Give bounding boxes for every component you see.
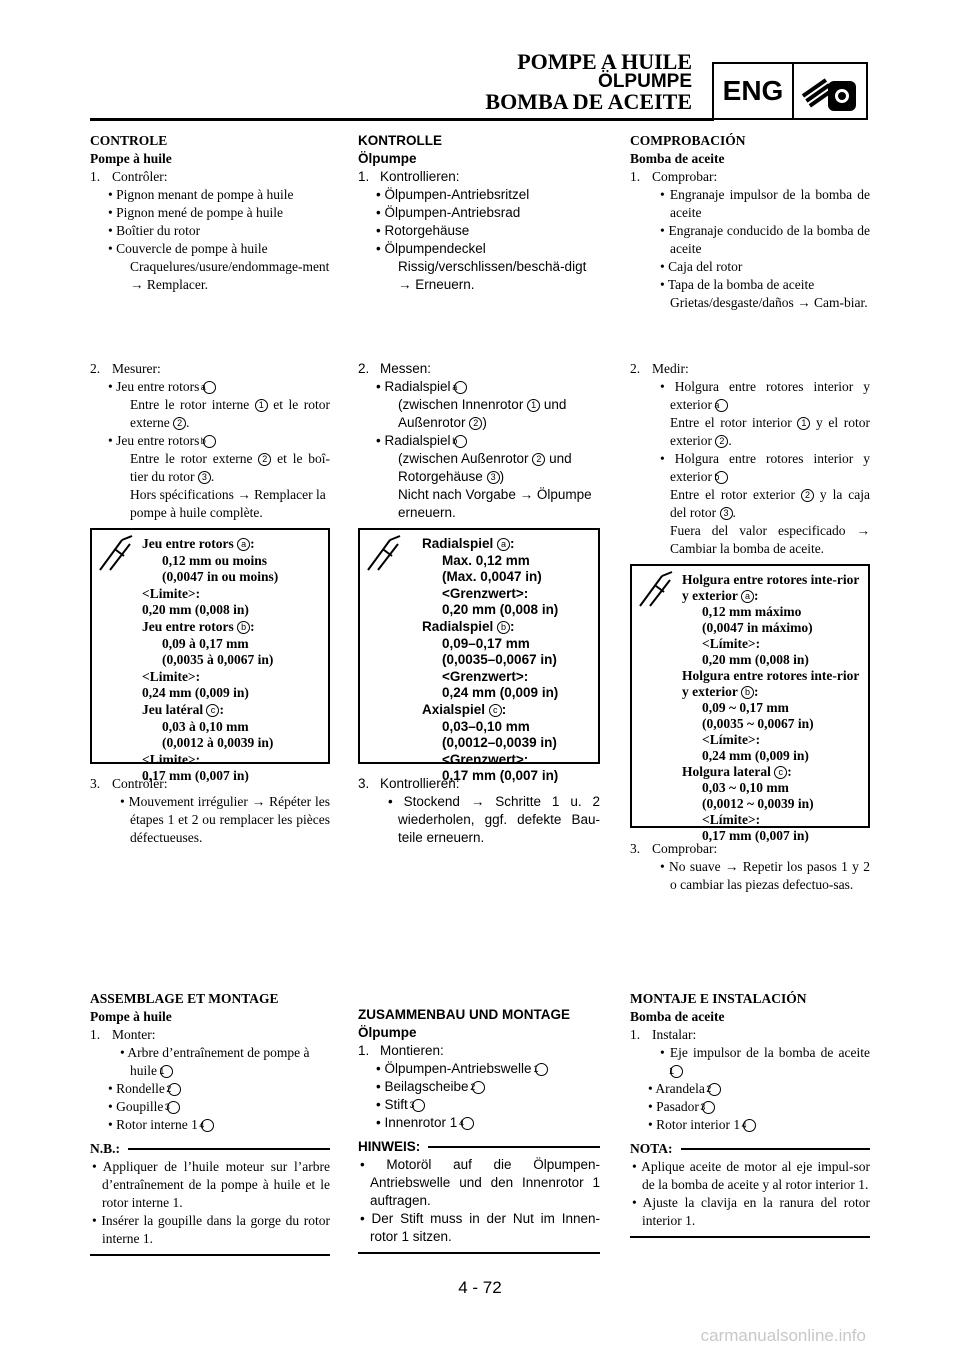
fr-check-result: Craquelures/usure/endommage-ment → Remplacer. <box>130 259 330 292</box>
es-spec-a-limit: 0,20 mm (0,008 in) <box>702 652 809 667</box>
fr-spec-a-value-in: (0,0047 in ou moins) <box>162 569 279 585</box>
de-measure-b-desc: (zwischen Außenrotor 2 und Rotorgehäuse 3 ) <box>398 451 572 484</box>
de-spec-b-value: 0,09–0,17 mm <box>442 635 530 651</box>
de-spec-a-title: Radialspiel a : <box>422 536 515 551</box>
fr-spec-b-limit: 0,24 mm (0,009 in) <box>142 685 249 701</box>
es-spec-a-limit-label: <Límite>: <box>702 636 761 651</box>
de-spec-b-title: Radialspiel b : <box>422 618 515 634</box>
de-spec-b-value-in: (0,0035–0,0067 in) <box>442 652 557 668</box>
de-assy-item: • Ölpumpen-Antriebswelle 1 <box>358 1060 600 1078</box>
header-rule <box>90 118 714 121</box>
fr-spec-c-limit-label: <Limite>: <box>142 751 201 767</box>
de-spec-c-limit: 0,17 mm (0,007 in) <box>442 768 559 784</box>
de-check-step: 1. Kontrollieren: <box>358 169 460 184</box>
fr-check-subtitle: Pompe à huile <box>90 151 172 166</box>
title-spanish: BOMBA DE ACEITE <box>485 89 692 114</box>
caliper-icon <box>632 566 682 826</box>
fr-spec-c-title: Jeu latéral c : <box>142 701 224 717</box>
de-spec-b-limit-label: <Grenzwert>: <box>442 668 529 684</box>
es-check2-section <box>630 840 870 894</box>
de-check2-item: • Stockend → Schritte 1 u. 2 wiederholen, ggf. defekte Bau-teile erneuern. <box>388 794 600 845</box>
es-measure-b-desc: Entre el rotor exterior 2 y la caja del rotor 3 . <box>670 487 870 520</box>
fr-note-end-rule <box>90 1254 330 1256</box>
title-french: POMPE A HUILE <box>517 49 692 74</box>
es-note-item: • Aplique aceite de motor al eje impul-sor de la bomba de aceite y al rotor interior 1. <box>632 1159 870 1192</box>
de-check2-section <box>358 775 600 847</box>
fr-check-item: • Couvercle de pompe à huile <box>108 241 268 256</box>
es-spec-c-value: 0,03 ~ 0,10 mm <box>702 780 789 795</box>
es-assy-step: 1. Instalar: <box>630 1027 697 1042</box>
fr-measure-out: Hors spécifications → Remplacer la pompe à huile complète. <box>130 487 326 520</box>
de-measure-out: Nicht nach Vorgabe → Ölpumpe erneuern. <box>398 487 592 520</box>
es-spec-c-title: Holgura lateral c : <box>682 764 792 779</box>
de-spec-a-limit-label: <Grenzwert>: <box>442 585 529 601</box>
fr-measure-b-desc: Entre le rotor externe 2 et le boî-tier du rotor 3 . <box>130 451 331 484</box>
eng-label: ENG <box>714 64 794 118</box>
fr-note-item: • Appliquer de l’huile moteur sur l’arbre d’entraînement de la pompe à huile et le rotor interne 1. <box>92 1159 330 1210</box>
es-assy-title: MONTAJE E INSTALACIÓN <box>630 991 807 1006</box>
es-spec-c-value-in: (0,0012 ~ 0,0039 in) <box>702 796 814 811</box>
de-check-subtitle: Ölpumpe <box>358 151 417 166</box>
de-spec-a-value-in: (Max. 0,0047 in) <box>442 569 542 585</box>
fr-check-step: 1. Contrôler: <box>90 169 168 184</box>
fr-spec-b-value: 0,09 à 0,17 mm <box>162 635 249 651</box>
es-spec-a-value-in: (0,0047 in máximo) <box>702 620 813 635</box>
es-assy-item: • Rotor interior 1 4 <box>630 1116 870 1134</box>
es-measure-b: • Holgura entre rotores interior y exterior b <box>660 451 870 484</box>
de-assy-item: • Stift 3 <box>358 1096 600 1114</box>
fr-check2-step: 3. Contrôler: <box>90 776 168 791</box>
fr-spec-a-value: 0,12 mm ou moins <box>162 552 268 568</box>
fr-check-item: • Boîtier du rotor <box>108 223 201 238</box>
eng-section-tab <box>712 62 868 120</box>
fr-check-section <box>90 132 330 294</box>
es-spec-b-value: 0,09 ~ 0,17 mm <box>702 700 789 715</box>
fr-spec-a-title: Jeu entre rotors a : <box>142 536 255 551</box>
de-check-item: • Ölpumpen-Antriebsrad <box>376 205 521 220</box>
es-check-title: COMPROBACIÓN <box>630 133 746 148</box>
caliper-icon <box>360 530 410 762</box>
fr-check2-section <box>90 775 330 847</box>
fr-measure-a-desc: Entre le rotor interne 1 et le rotor externe 2 . <box>130 397 331 430</box>
es-check2-item: • No suave → Repetir los pasos 1 y 2 o cambiar las piezas defectuo-sas. <box>660 859 870 892</box>
fr-assembly-section <box>90 990 330 1256</box>
de-spec-b-limit: 0,24 mm (0,009 in) <box>442 685 559 701</box>
es-spec-a-value: 0,12 mm máximo <box>702 604 802 619</box>
page-number: 4 - 72 <box>458 1278 502 1297</box>
de-note-item: • Der Stift muss in der Nut im Innen-rotor 1 sitzen. <box>360 1211 600 1244</box>
es-measure-a-desc: Entre el rotor interior 1 y el rotor exterior 2 . <box>670 415 871 448</box>
de-measure-a: • Radialspiel a <box>358 378 600 396</box>
de-assy-step: 1. Montieren: <box>358 1043 444 1058</box>
es-measure-step: 2. Medir: <box>630 361 689 376</box>
es-assy-subtitle: Bomba de aceite <box>630 1009 725 1024</box>
fr-spec-b-value-in: (0,0035 à 0,0067 in) <box>162 652 274 668</box>
es-check-result: Grietas/desgaste/daños → Cam-biar. <box>670 295 868 310</box>
de-spec-c-value-in: (0,0012–0,0039 in) <box>442 735 557 751</box>
es-spec-a-title: Holgura entre rotores inte-rior y exterior a : <box>682 572 860 603</box>
de-measure-a-desc: (zwischen Innenrotor 1 und Außenrotor 2 ) <box>398 397 567 430</box>
de-note-header: HINWEIS: <box>358 1138 600 1156</box>
es-note-end-rule <box>630 1236 870 1238</box>
fr-spec-a-limit: 0,20 mm (0,008 in) <box>142 602 249 618</box>
de-assy-subtitle: Ölpumpe <box>358 1025 417 1040</box>
es-check-item: • Caja del rotor <box>660 259 743 274</box>
es-spec-box <box>630 564 870 843</box>
watermark: carmanualsonline.info <box>700 1326 866 1345</box>
de-note-item: • Motoröl auf die Ölpumpen-Antriebswelle und den Innenrotor 1 auftragen. <box>360 1157 600 1208</box>
fr-assy-item: • Rondelle 2 <box>90 1080 330 1098</box>
fr-check2-item: • Mouvement irrégulier → Répéter les étapes 1 et 2 ou remplacer les pièces défectueuses. <box>120 794 330 845</box>
es-assy-item: • Pasador 3 <box>630 1098 870 1116</box>
es-note-header: NOTA: <box>630 1140 870 1158</box>
es-check-step: 1. Comprobar: <box>630 169 718 184</box>
es-check-item: • Engranaje impulsor de la bomba de aceite <box>660 187 870 220</box>
de-check-item: • Rotorgehäuse <box>376 223 470 238</box>
de-check-item: • Ölpumpen-Antriebsritzel <box>376 187 530 202</box>
fr-note-item: • Insérer la goupille dans la gorge du rotor interne 1. <box>92 1213 331 1246</box>
es-check-subtitle: Bomba de aceite <box>630 151 725 166</box>
fr-spec-c-limit: 0,17 mm (0,007 in) <box>142 768 249 784</box>
de-spec-a-limit: 0,20 mm (0,008 in) <box>442 602 559 618</box>
fr-assy-title: ASSEMBLAGE ET MONTAGE <box>90 991 279 1006</box>
es-assy-item: • Eje impulsor de la bomba de aceite 1 <box>660 1045 870 1076</box>
es-spec-c-limit: 0,17 mm (0,007 in) <box>702 828 809 843</box>
fr-spec-b-limit-label: <Limite>: <box>142 668 201 684</box>
es-check-item: • Tapa de la bomba de aceite <box>660 277 815 292</box>
de-check-result: Rissig/verschlissen/beschä-digt → Erneuern. <box>398 259 587 292</box>
es-check2-step: 3. Comprobar: <box>630 841 718 856</box>
de-assembly-section <box>358 1006 600 1254</box>
fr-assy-subtitle: Pompe à huile <box>90 1009 172 1024</box>
fr-measure-step: 2. Mesurer: <box>90 361 161 376</box>
de-note-end-rule <box>358 1252 600 1254</box>
de-measure-b: • Radialspiel b <box>358 432 600 450</box>
es-check-section <box>630 132 870 312</box>
fr-assy-step: 1. Monter: <box>90 1027 156 1042</box>
es-measure-out: Fuera del valor especificado → Cambiar la bomba de aceite. <box>670 523 870 556</box>
fr-assy-item: • Arbre d’entraînement de pompe à huile 1 <box>120 1045 310 1078</box>
de-spec-a-value: Max. 0,12 mm <box>442 552 530 568</box>
de-spec-c-title: Axialspiel c : <box>422 701 507 717</box>
es-assy-item: • Arandela 2 <box>630 1080 870 1098</box>
es-note-item: • Ajuste la clavija en la ranura del rotor interior 1. <box>632 1195 870 1228</box>
fr-check-item: • Pignon menant de pompe à huile <box>108 187 294 202</box>
de-check2-step: 3. Kontrollieren: <box>358 776 460 791</box>
es-spec-b-title: Holgura entre rotores inte-rior y exterior b : <box>682 668 860 699</box>
fr-assy-item: • Goupille 3 <box>90 1098 330 1116</box>
fr-assy-item: • Rotor interne 1 4 <box>90 1116 330 1134</box>
fr-measure-b: • Jeu entre rotors b <box>90 432 330 450</box>
de-check-title: KONTROLLE <box>358 133 442 148</box>
fr-check-title: CONTROLE <box>90 133 168 148</box>
de-measure-step: 2. Messen: <box>358 361 432 376</box>
es-spec-b-value-in: (0,0035 ~ 0,0067 in) <box>702 716 814 731</box>
de-spec-c-value: 0,03–0,10 mm <box>442 718 530 734</box>
es-assembly-section <box>630 990 870 1238</box>
fr-spec-c-value: 0,03 à 0,10 mm <box>162 718 249 734</box>
de-measure-section <box>358 360 600 522</box>
caliper-icon <box>92 530 142 762</box>
de-assy-item: • Innenrotor 1 4 <box>358 1114 600 1132</box>
de-check-section <box>358 132 600 294</box>
title-german: ÖLPUMPE <box>598 71 692 92</box>
es-measure-section <box>630 360 870 558</box>
de-check-item: • Ölpumpendeckel <box>376 241 486 256</box>
fr-note-header: N.B.: <box>90 1140 330 1158</box>
es-spec-b-limit-label: <Límite>: <box>702 732 761 747</box>
es-spec-b-limit: 0,24 mm (0,009 in) <box>702 748 809 763</box>
es-measure-a: • Holgura entre rotores interior y exterior a <box>660 379 870 412</box>
section-title-block <box>485 49 692 114</box>
de-assy-item: • Beilagscheibe 2 <box>358 1078 600 1096</box>
fr-measure-section <box>90 360 330 522</box>
fr-spec-c-value-in: (0,0012 à 0,0039 in) <box>162 735 274 751</box>
fr-spec-a-limit-label: <Limite>: <box>142 585 201 601</box>
es-spec-c-limit-label: <Límite>: <box>702 812 761 827</box>
fr-spec-b-title: Jeu entre rotors b : <box>142 618 255 634</box>
de-assy-title: ZUSAMMENBAU UND MONTAGE <box>358 1007 570 1022</box>
de-spec-c-limit-label: <Grenzwert>: <box>442 751 529 767</box>
fr-measure-a: • Jeu entre rotors a <box>90 378 330 396</box>
fr-check-item: • Pignon mené de pompe à huile <box>108 205 283 220</box>
es-check-item: • Engranaje conducido de la bomba de aceite <box>660 223 870 256</box>
engine-icon <box>794 64 866 118</box>
